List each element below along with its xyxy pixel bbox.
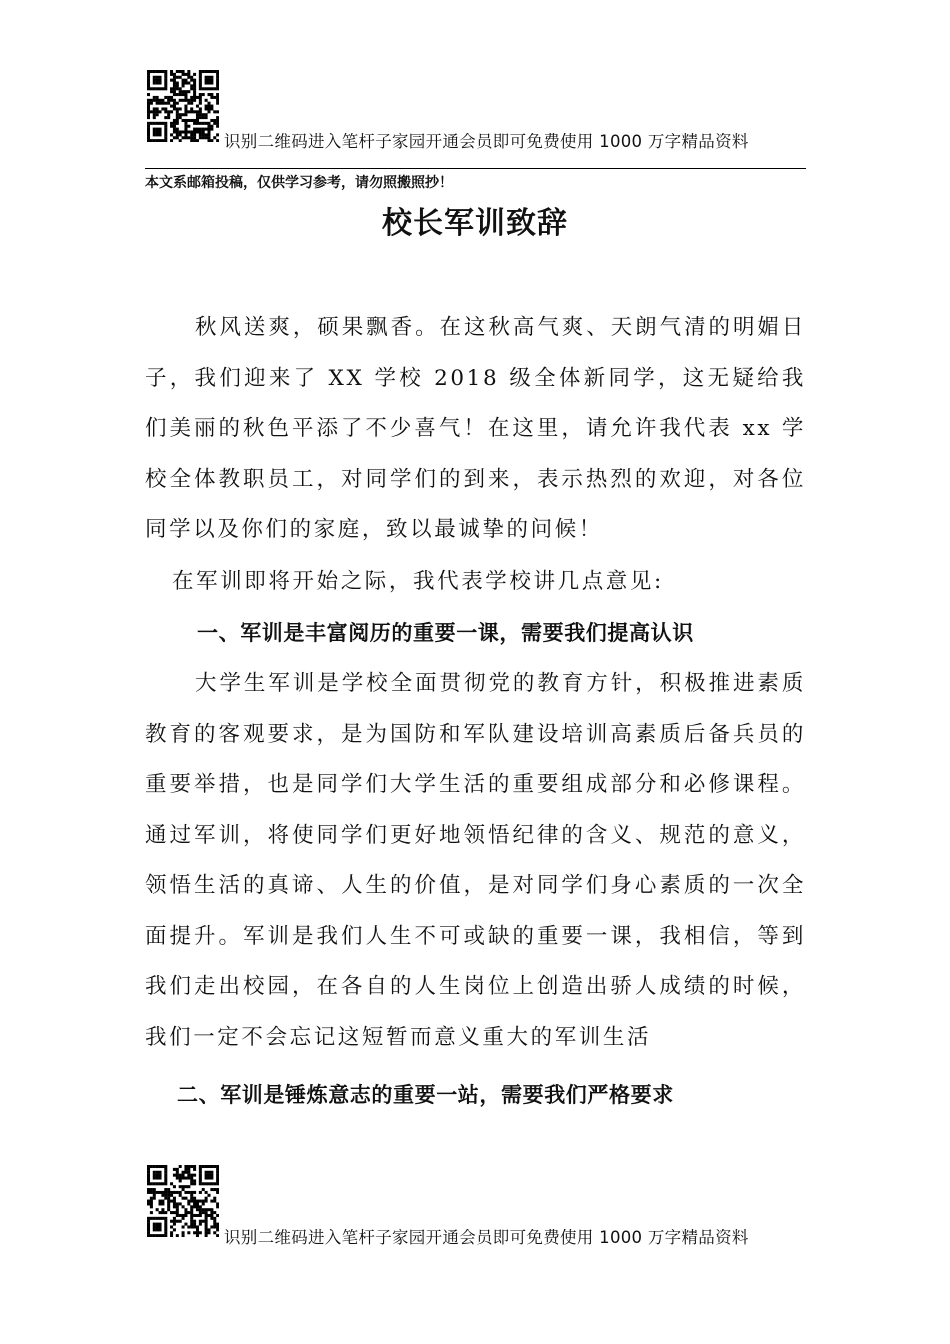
submission-notice: 本文系邮箱投稿，仅供学习参考，请勿照搬照抄！ [145,175,453,191]
header-divider [145,168,806,169]
header-banner-text: 识别二维码进入笔杆子家园开通会员即可免费使用 1000 万字精品资料 [224,132,749,151]
paragraph-section-1: 大学生军训是学校全面贯彻党的教育方针，积极推进素质教育的客观要求，是为国防和军队建设培训高素质后备兵员的重要举措，也是同学们大学生活的重要组成部分和必修课程。通过军训，将使同学们更好地领悟纪律的含义、规范的意义，领悟生活的真谛、人生的价值，是对同学们身心素质的一次全面提升。军训是我们人生不可或缺的重要一课，我相信，等到我们走出校园，在各自的人生岗位上创造出骄人成绩的时候，我们一定不会忘记这短暂而意义重大的军训生活 [145,671,806,1050]
document-body [145,303,806,1121]
section-heading-1: 一、军训是丰富阅历的重要一课，需要我们提高认识 [197,621,694,645]
footer-banner-text: 识别二维码进入笔杆子家园开通会员即可免费使用 1000 万字精品资料 [224,1228,749,1247]
paragraph-opening: 秋风送爽，硕果飘香。在这秋高气爽、天朗气清的明媚日子，我们迎来了 XX 学校 2018 级全体新同学，这无疑给我们美丽的秋色平添了不少喜气！在这里，请允许我代表 xx 学校全体教职员工，对同学们的到来，表示热烈的欢迎，对各位同学以及你们的家庭，致以最诚挚的问候！ [145,315,806,542]
section-heading-2: 二、军训是锤炼意志的重要一站，需要我们严格要求 [177,1083,674,1107]
qr-code-icon[interactable] [147,1165,219,1237]
paragraph-intro: 在军训即将开始之际，我代表学校讲几点意见: [172,568,664,594]
document-title: 校长军训致辞 [382,206,568,241]
qr-code-icon[interactable] [147,70,219,142]
